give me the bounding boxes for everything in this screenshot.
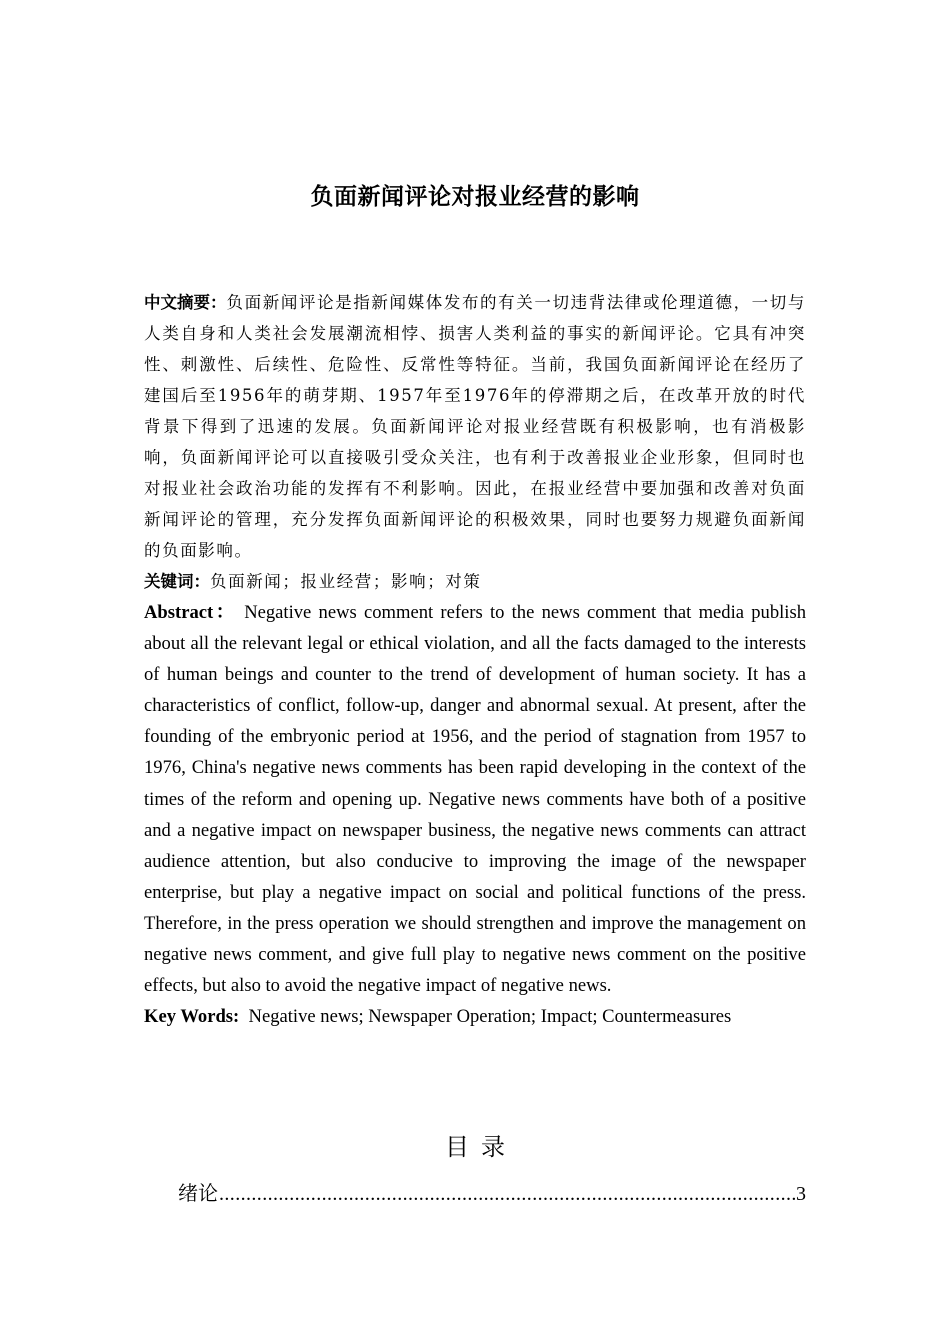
abstract-section [144,287,806,1032]
chinese-keywords-text: 负面新闻；报业经营；影响；对策 [210,572,482,591]
chinese-abstract-text: 负面新闻评论是指新闻媒体发布的有关一切违背法律或伦理道德，一切与人类自身和人类社会发展潮流相悖、损害人类利益的事实的新闻评论。它具有冲突性、刺激性、后续性、危险性、反常性等特征。当前，我国负面新闻评论在经历了建国后至1956年的萌芽期、1957年至1976年的停滞期之后，在改革开放的时代背景下得到了迅速的发展。负面新闻评论对报业经营既有积极影响，也有消极影响，负面新闻评论可以直接吸引受众关注，也有利于改善报业企业形象，但同时也对报业社会政治功能的发挥有不利影响。因此，在报业经营中要加强和改善对负面新闻评论的管理，充分发挥负面新闻评论的积极效果，同时也要努力规避负面新闻的负面影响。 [144,293,807,560]
english-keywords-label: Key Words: [144,1006,240,1028]
english-abstract-label: Abstract： [144,602,237,623]
chinese-abstract-label: 中文摘要： [144,293,227,312]
toc-entry-label: 绪论 [178,1181,218,1205]
chinese-abstract [144,287,806,566]
toc-dot-leader [219,1178,795,1210]
english-abstract [144,597,806,1001]
toc-title: 目录 [445,1133,517,1161]
chinese-keywords-label: 关键词： [144,572,210,591]
english-abstract-text: Negative news comment refers to the news comment that media publish about all the relevant legal or ethical violation, and all the facts damaged to the interests of human beings and counter to the trend of development of human society. It has a characteristics of conflict, follow-up, danger and abnormal sexual. At present, after the founding of the embryonic period at 1956, and the period of stagnation from 1957 to 1976, China's negative news comments has been rapid developing in the context of the times of the reform and opening up. Negative news comments have both of a positive and a negative impact on newspaper business, the negative news comments can attract audience attention, but also conducive to improving the image of the newspaper enterprise, but play a negative impact on social and political functions of the press. Therefore, in the press operation we should strengthen and improve the management on negative news comment, and give full play to negative news comment on the positive effects, but also to avoid the negative impact of negative news. [144,602,806,997]
english-keywords [144,1001,806,1032]
toc-entry[interactable] [178,1177,806,1209]
english-keywords-text: Negative news; Newspaper Operation; Impact; Countermeasures [248,1006,732,1028]
page-title: 负面新闻评论对报业经营的影响 [310,184,640,210]
chinese-keywords [144,566,806,597]
toc-entry-page: 3 [796,1183,806,1205]
